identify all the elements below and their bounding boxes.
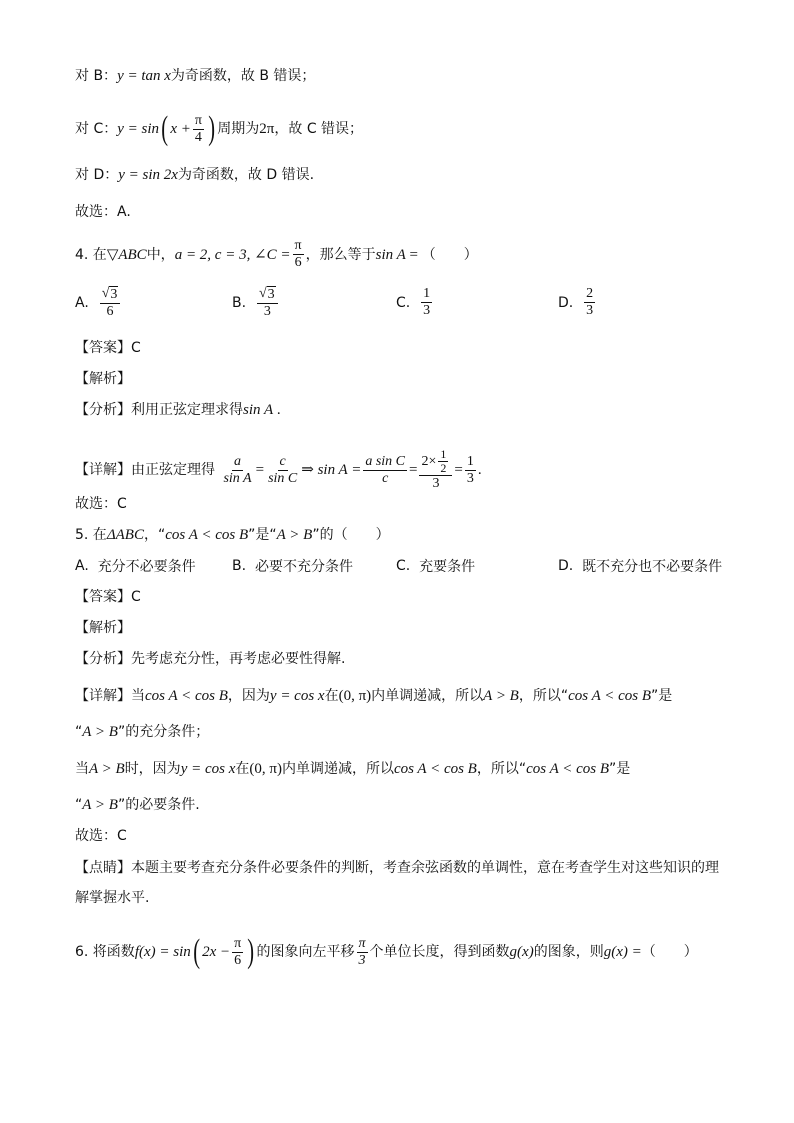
q5-dianjing-1: 【点睛】 本题主要考查充分条件必要条件的判断，考查余弦函数的单调性，意在考查学生对这些知识的理 [75,860,719,876]
q6-stem: 6. 将函数 f(x) = sin ( 2x − $\frac{\pi}{6}$ ) 的图象向左平移 $\frac{\pi}{3}$ 个单位长度，得到函数 g(x) 的图象，则 g(x) = （ ） [75,933,698,970]
pi-over-4: $\frac{\pi}{4}$ [194,112,202,145]
d-prefix: 对 D： [75,167,119,183]
q4-answer: 【答案】 C [75,340,141,356]
q4-option-b[interactable]: B. √ 3 3 [232,286,280,320]
c-suffix: 周期为 [217,121,260,137]
q5-option-a[interactable]: A. 充分不必要条件 [75,558,196,575]
q5-jiexi: 【解析】 [75,620,131,636]
c-expr: y = sin [117,121,160,137]
q5-stem: 5. 在 ΔABC ，“ cos A < cos B ”是“ A > B ”的（ ） [75,527,390,543]
b-expr: y = tan x [117,68,171,84]
q5-dianjing-2: 解掌握水平. [75,890,150,906]
triangle-abc: ▽ABC [106,246,147,263]
q5-choose: 故选：C [75,828,127,844]
d-expr: y = sin 2x [118,167,178,183]
q5-xiangjie-1: 【详解】 当 cos A < cos B ，因为 y = cos x 在 (0, π) 内单调递减，所以 A > B ，所以“ cos A < cos B ”是 [75,688,673,704]
q4-option-d[interactable]: D. $\frac{2}{3}$ [558,286,594,318]
c-x: x + [170,121,191,137]
c-prefix: 对 C： [75,121,118,137]
d-suffix: 为奇函数，故 D 错误. [177,167,315,183]
q4-values: a = 2, c = 3, ∠C = [174,246,291,263]
q4-jiexi: 【解析】 [75,371,131,387]
q5-fenxi: 【分析】 先考虑充分性，再考虑必要性得解. [75,651,346,667]
b-prefix: 对 B： [75,68,118,84]
q5-option-d[interactable]: D. 既不充分也不必要条件 [558,558,723,575]
b-suffix: 为奇函数，故 B 错误； [170,68,316,84]
choose-a: 故选：A. [75,204,131,220]
q4-xiangjie: 【详解】 由正弦定理得 $\frac{a}{\text{sin A}}$ = $\frac{c}{\text{sin C}}$ ⇒ sin A = $\frac{\text{a sin C}}{c}$ = 2× $\frac{1}{2}$ 3 = $\frac{1}{3}$ . [75,447,482,491]
q4-fenxi: 【分析】 利用正弦定理求得 sin A . [75,402,281,418]
q5-xiangjie-2: “ A > B ”的充分条件； [75,724,210,740]
c-tail: ，故 C 错误； [274,121,364,137]
line-b [75,66,315,86]
q5-answer: 【答案】 C [75,589,141,605]
q4-stem: 4. 在 ▽ABC 中， a = 2, c = 3, ∠C = $\frac{\pi}{6}$ ，那么等于 sin A = （ ） [75,238,478,270]
line-d [75,165,314,185]
q5-option-b[interactable]: B. 必要不充分条件 [232,558,353,575]
q5-xiangjie-3: 当 A > B 时，因为 y = cos x 在 (0, π) 内单调递减，所以 cos A < cos B ，所以“ cos A < cos B ”是 [75,761,631,777]
pi-over-6: $\frac{\pi}{6}$ [294,238,302,270]
q4-option-a[interactable]: A. √ 3 6 [75,286,122,320]
line-c: 对 C： y = sin ( x + $\frac{\pi}{4}$ ) 周期为 2π ，故 C 错误； [75,110,364,147]
q5-xiangjie-4: “ A > B ”的必要条件. [75,797,200,813]
q5-option-c[interactable]: C. 充要条件 [396,558,476,575]
q4-option-c[interactable]: C. $\frac{1}{3}$ [396,286,431,318]
two-pi: 2π [259,121,275,137]
q4-choose: 故选：C [75,496,127,512]
